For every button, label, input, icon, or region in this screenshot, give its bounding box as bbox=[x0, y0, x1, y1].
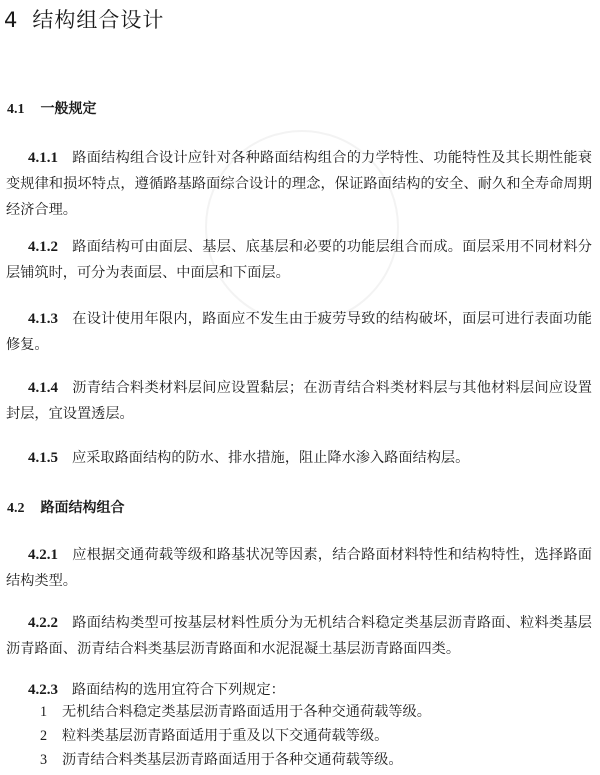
list-item-text: 沥青结合料类基层沥青路面适用于各种交通荷载等级。 bbox=[62, 752, 403, 768]
section-number: 4.2 bbox=[7, 501, 25, 516]
clause-number: 4.1.3 bbox=[28, 311, 58, 327]
clause-4-1-3 bbox=[6, 306, 592, 358]
chapter-heading bbox=[4, 4, 164, 34]
chapter-number: 4 bbox=[4, 8, 19, 32]
clause-number: 4.1.4 bbox=[28, 380, 58, 396]
list-item bbox=[40, 748, 431, 772]
clause-text: 路面结构可由面层、基层、底基层和必要的功能层组合而成。面层采用不同材料分层铺筑时，可分为表面层、中面层和下面层。 bbox=[6, 239, 592, 281]
clause-number: 4.2.2 bbox=[28, 615, 58, 631]
section-title: 路面结构组合 bbox=[40, 500, 125, 516]
clause-number: 4.2.3 bbox=[28, 682, 58, 698]
chapter-title: 结构组合设计 bbox=[32, 8, 165, 32]
list-item-text: 无机结合料稳定类基层沥青路面适用于各种交通荷载等级。 bbox=[62, 704, 431, 720]
clause-number: 4.1.1 bbox=[28, 150, 58, 166]
clause-text: 路面结构的选用宜符合下列规定： bbox=[72, 682, 285, 698]
clause-text: 在设计使用年限内，路面应不发生由于疲劳导致的结构破坏，面层可进行表面功能修复。 bbox=[6, 311, 592, 353]
list-item-number: 3 bbox=[40, 752, 48, 768]
clause-4-1-4 bbox=[6, 375, 592, 427]
list-item bbox=[40, 700, 431, 724]
list-item-number: 1 bbox=[40, 704, 48, 720]
clause-text: 沥青结合料类材料层间应设置黏层；在沥青结合料类材料层与其他材料层间应设置封层，宜设置透层。 bbox=[6, 380, 592, 422]
clause-text: 路面结构类型可按基层材料性质分为无机结合料稳定类基层沥青路面、粒料类基层沥青路面、沥青结合料类基层沥青路面和水泥混凝土基层沥青路面四类。 bbox=[6, 615, 592, 657]
section-number: 4.1 bbox=[7, 102, 25, 117]
clause-text: 应采取路面结构的防水、排水措施，阻止降水渗入路面结构层。 bbox=[72, 450, 470, 466]
clause-4-2-1 bbox=[6, 542, 592, 594]
clause-4-1-1 bbox=[6, 145, 592, 223]
section-heading-4-2 bbox=[7, 497, 125, 517]
clause-4-1-5 bbox=[6, 445, 592, 471]
clause-number: 4.1.2 bbox=[28, 239, 58, 255]
section-heading-4-1 bbox=[7, 98, 97, 118]
clause-4-2-2 bbox=[6, 610, 592, 662]
clause-text: 路面结构组合设计应针对各种路面结构组合的力学特性、功能特性及其长期性能衰变规律和损坏特点，遵循路基路面综合设计的理念，保证路面结构的安全、耐久和全寿命周期经济合理。 bbox=[6, 150, 592, 218]
clause-number: 4.2.1 bbox=[28, 547, 58, 563]
clause-number: 4.1.5 bbox=[28, 450, 58, 466]
clause-4-2-3-list bbox=[40, 700, 431, 772]
list-item-number: 2 bbox=[40, 728, 48, 744]
section-title: 一般规定 bbox=[40, 101, 97, 117]
clause-4-1-2 bbox=[6, 234, 592, 286]
list-item-text: 粒料类基层沥青路面适用于重及以下交通荷载等级。 bbox=[62, 728, 389, 744]
list-item bbox=[40, 724, 431, 748]
clause-text: 应根据交通荷载等级和路基状况等因素，结合路面材料特性和结构特性，选择路面结构类型。 bbox=[6, 547, 592, 589]
